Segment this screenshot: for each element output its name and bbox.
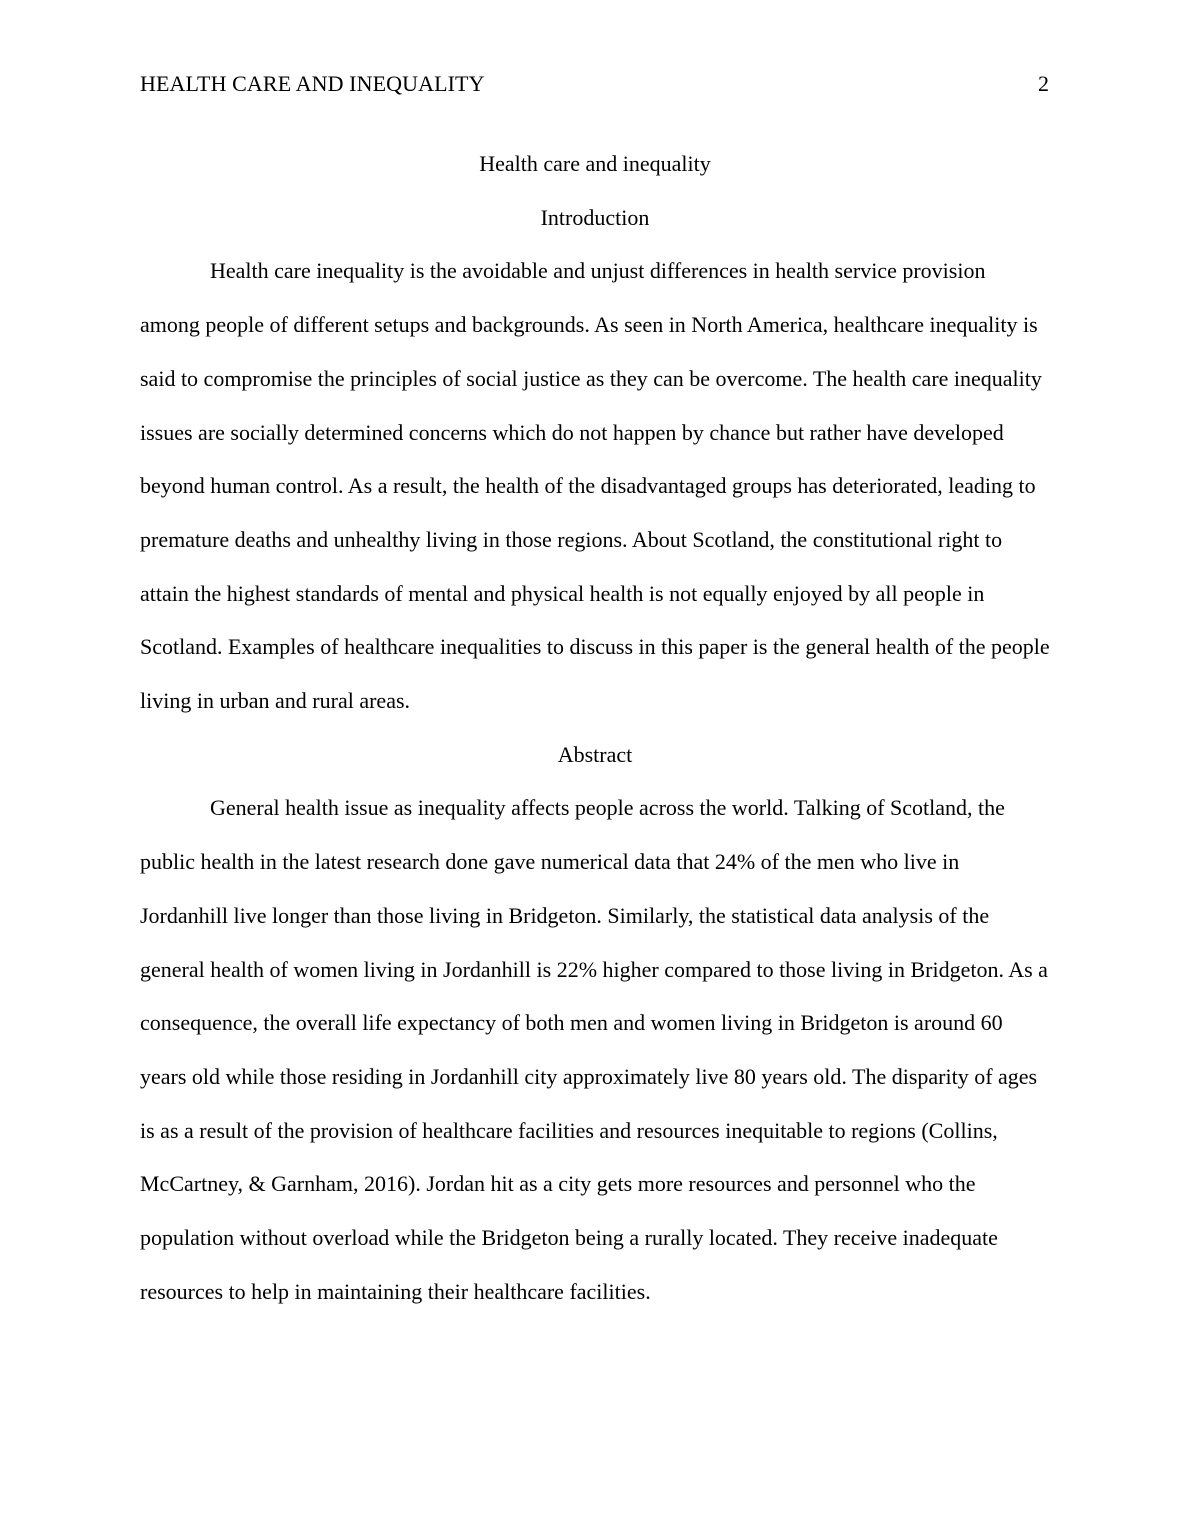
document-body bbox=[140, 137, 1050, 1318]
running-head: HEALTH CARE AND INEQUALITY bbox=[140, 71, 485, 96]
section-heading-abstract: Abstract bbox=[557, 741, 633, 767]
page-number: 2 bbox=[1038, 71, 1049, 96]
abstract-paragraph: General health issue as inequality affects people across the world. Talking of Scotland, the public health in the latest research done gave numerical data that 24% of the men who live in Jordanhill live longer than those living in Bridgeton. Similarly, the statistical data analysis of the general health of women living in Jordanhill is 22% higher compared to those living in Bridgeton. As a consequence, the overall life expectancy of both men and women living in Bridgeton is around 60 years old while those residing in Jordanhill city approximately live 80 years old. The disparity of ages is as a result of the provision of healthcare facilities and resources inequitable to regions (Collins, McCartney, & Garnham, 2016). Jordan hit as a city gets more resources and personnel who the population without overload while the Bridgeton being a rurally located. They receive inadequate resources to help in maintaining their healthcare facilities. bbox=[140, 795, 1048, 1304]
document-title: Health care and inequality bbox=[479, 151, 711, 176]
section-heading-introduction: Introduction bbox=[540, 204, 650, 230]
introduction-paragraph: Health care inequality is the avoidable and unjust differences in health service provision among people of different setups and backgrounds. As seen in North America, healthcare inequality is said to compromise the principles of social justice as they can be overcome. The health care inequality issues are socially determined concerns which do not happen by chance but rather have developed beyond human control. As a result, the health of the disadvantaged groups has deteriorated, leading to premature deaths and unhealthy living in those regions. About Scotland, the constitutional right to attain the highest standards of mental and physical health is not equally enjoyed by all people in Scotland. Examples of healthcare inequalities to discuss in this paper is the general health of the people living in urban and rural areas. bbox=[140, 258, 1050, 714]
